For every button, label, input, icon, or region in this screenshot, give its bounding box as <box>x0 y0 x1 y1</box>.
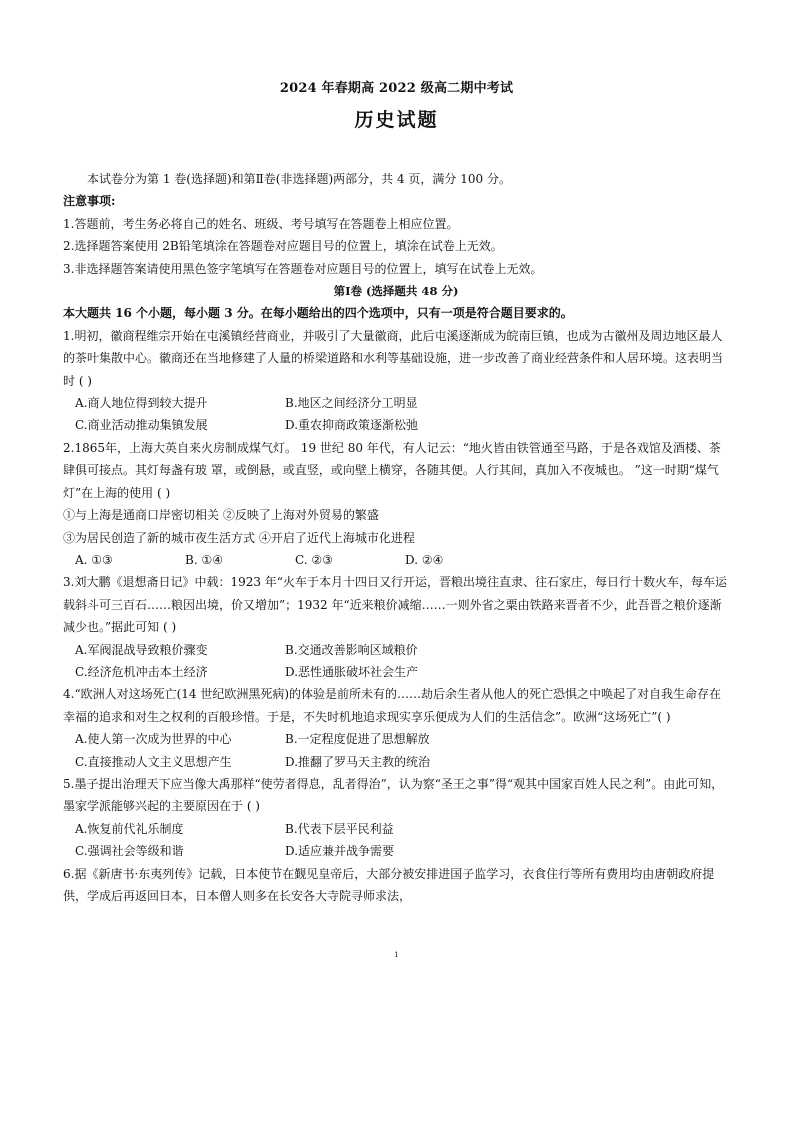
option-b: B.地区之间经济分工明显 <box>285 396 418 411</box>
question-statement: ①与上海是通商口岸密切相关 ②反映了上海对外贸易的繁盛 <box>63 508 379 523</box>
option-b: B. ①④ <box>185 552 223 567</box>
option-row <box>63 818 729 840</box>
option-d: D. ②④ <box>405 552 444 567</box>
note-item: 2.选择题答案使用 2B铅笔填涂在答题卷对应题目号的位置上，填涂在试卷上无效。 <box>63 239 503 254</box>
exam-header: 2024 年春期高 2022 级高二期中考试 <box>279 81 514 96</box>
option-c: C.强调社会等级和谐 <box>75 844 184 859</box>
exam-content <box>63 168 729 907</box>
option-row <box>63 728 729 750</box>
option-c: C.经济危机冲击本土经济 <box>75 664 208 679</box>
option-row <box>63 639 729 661</box>
question-stem: 1.明初，徽商程维宗开始在屯溪镇经营商业，并吸引了大量徽商，此后屯溪逐渐成为皖南巨镇，也成为古徽州及周边地区最人的茶叶集散中心。徽商还在当地修建了人量的桥梁道路和水利等基础设施，进一步改善了商业经营条件和人居环境。这表明当时 ( ) <box>63 328 724 388</box>
note-item: 3.非选择题答案请使用黑色签字笔填写在答题卷对应题目号的位置上，填写在试卷上无效。 <box>63 261 543 276</box>
option-b: B.代表下层平民利益 <box>285 821 394 836</box>
option-a: A.使人第一次成为世界的中心 <box>75 732 232 747</box>
page-number: 1 <box>394 951 399 959</box>
intro-text: 本试卷分为第 1 卷(选择题)和第Ⅱ卷(非选择题)两部分，共 4 页，满分 100 分。 <box>87 172 511 186</box>
note-item: 1.答题前，考生务必将自己的姓名、班级、考号填写在答题卷上相应位置。 <box>63 216 459 231</box>
option-c: C.直接推动人文主义思想产生 <box>75 754 232 769</box>
option-c: C.商业活动推动集镇发展 <box>75 418 208 433</box>
option-row <box>63 549 729 571</box>
option-d: D.推翻了罗马天主教的统治 <box>285 754 431 769</box>
option-row <box>63 751 729 773</box>
option-b: B.交通改善影响区域粮价 <box>285 642 418 657</box>
option-row <box>63 840 729 862</box>
section-instruction: 本大题共 16 个小题，每小题 3 分。在每小题给出的四个选项中，只有一项是符合题目要求的。 <box>63 306 573 321</box>
question-stem: 4.“欧洲人对这场死亡(14 世纪欧洲黑死病)的体验是前所未有的……劫后余生者从他人的死亡恐惧之中唤起了对自我生命存在幸福的追求和对生之权利的百般珍惜。于是，不失时机地追求现实享乐便成为人们的生活信念”。欧洲“这场死亡”( ) <box>63 687 722 724</box>
question-stem: 3.刘大鹏《退想斋日记》中载：1923 年“火车于本月十四日又行开运，晋粮出境往直隶、往石家庄，每日行十数火车，每车运载斜斗可三百石……粮因出境，价又增加”；1932 年“近来粮价减缩……一则外省之粟由铁路来晋者不少，此吾晋之粮价逐渐减少也。”据此可知 ( ) <box>63 575 727 635</box>
option-d: D.恶性通胀破坏社会生产 <box>285 664 419 679</box>
option-a: A. ①③ <box>75 552 113 567</box>
option-c: C. ②③ <box>295 552 333 567</box>
option-d: D.适应兼并战争需要 <box>285 844 395 859</box>
option-row <box>63 392 729 414</box>
option-d: D.重农抑商政策逐渐松弛 <box>285 418 419 433</box>
question-stem: 2.1865年，上海大英自来火房制成煤气灯。 19 世纪 80 年代，有人记云：“地火皆由铁管通至马路，于是各戏馆及酒楼、茶肆俱可接点。其灯每盏有玻 罩，或倒悬，或直竖，或向壁上横穿，各随其便。人行其间，真加入不夜城也。 ”这一时期“煤气灯”在上海的使用 ( ) <box>63 440 721 500</box>
notes-title: 注意事项: <box>63 194 116 209</box>
option-row <box>63 661 729 683</box>
option-row <box>63 414 729 436</box>
subject-title: 历史试题 <box>354 109 439 131</box>
option-a: A.商人地位得到较大提升 <box>75 396 208 411</box>
question-statement: ③为居民创造了新的城市夜生活方式 ④开启了近代上海城市化进程 <box>63 530 415 545</box>
question-stem: 6.据《新唐书·东夷列传》记载，日本使节在觐见皇帝后，大部分被安排进国子监学习，衣食住行等所有费用均由唐朝政府提供，学成后再返回日本，日本僧人则多在长安各大寺院寻师求法， <box>63 866 715 903</box>
section-title: 第Ⅰ卷 (选择题共 48 分) <box>333 284 459 299</box>
option-a: A.恢复前代礼乐制度 <box>75 821 184 836</box>
option-a: A.军阀混战导致粮价骤变 <box>75 642 208 657</box>
option-b: B.一定程度促进了思想解放 <box>285 732 430 747</box>
question-stem: 5.墨子提出治理天下应当像大禹那样“使劳者得息，乱者得治”，认为察“圣王之事”得“观其中国家百姓人民之利”。由此可知，墨家学派能够兴起的主要原因在于 ( ) <box>63 776 724 814</box>
